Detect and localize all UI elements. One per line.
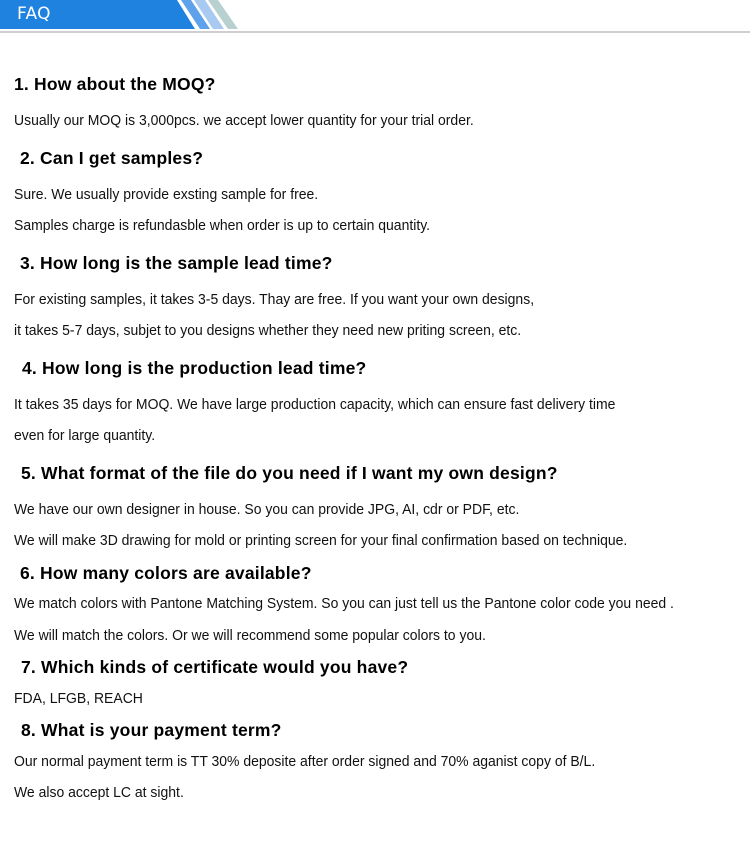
faq-question-3: 3. How long is the sample lead time?: [20, 253, 333, 273]
faq-answer-2-line-1: Sure. We usually provide exsting sample for free.: [14, 186, 319, 203]
faq-question-4: 4. How long is the production lead time?: [22, 358, 367, 378]
faq-answer-3-line-2: it takes 5-7 days, subjet to you designs whether they need new priting screen, etc.: [14, 322, 522, 339]
faq-question-1: 1. How about the MOQ?: [14, 74, 216, 94]
faq-answer-3-line-1: For existing samples, it takes 3-5 days. Thay are free. If you want your own designs,: [14, 291, 535, 308]
faq-question-5: 5. What format of the file do you need if I want my own design?: [21, 463, 558, 483]
faq-answer-6-line-1: We match colors with Pantone Matching System. So you can just tell us the Pantone color code you need .: [14, 595, 674, 612]
faq-answer-2-line-2: Samples charge is refundasble when order is up to certain quantity.: [14, 217, 431, 234]
faq-header: [0, 0, 750, 34]
faq-answer-7-line-1: FDA, LFGB, REACH: [14, 690, 143, 707]
faq-answer-1-line-1: Usually our MOQ is 3,000pcs. we accept lower quantity for your trial order.: [14, 112, 474, 129]
header-title: FAQ: [17, 4, 51, 24]
header-divider: [0, 31, 750, 33]
faq-question-2: 2. Can I get samples?: [20, 148, 204, 168]
faq-answer-5-line-2: We will make 3D drawing for mold or printing screen for your final confirmation based on technique.: [14, 532, 628, 549]
faq-question-8: 8. What is your payment term?: [21, 720, 282, 740]
faq-answer-4-line-1: It takes 35 days for MOQ. We have large production capacity, which can ensure fast delivery time: [14, 396, 616, 413]
header-banner-shape: [0, 0, 750, 34]
faq-answer-6-line-2: We will match the colors. Or we will recommend some popular colors to you.: [14, 627, 486, 644]
faq-answer-5-line-1: We have our own designer in house. So you can provide JPG, AI, cdr or PDF, etc.: [14, 501, 520, 518]
faq-question-6: 6. How many colors are available?: [20, 563, 312, 583]
faq-answer-8-line-1: Our normal payment term is TT 30% deposite after order signed and 70% aganist copy of B/L.: [14, 753, 596, 770]
faq-question-7: 7. Which kinds of certificate would you have?: [21, 657, 409, 677]
faq-answer-8-line-2: We also accept LC at sight.: [14, 784, 184, 801]
faq-answer-4-line-2: even for large quantity.: [14, 427, 156, 444]
